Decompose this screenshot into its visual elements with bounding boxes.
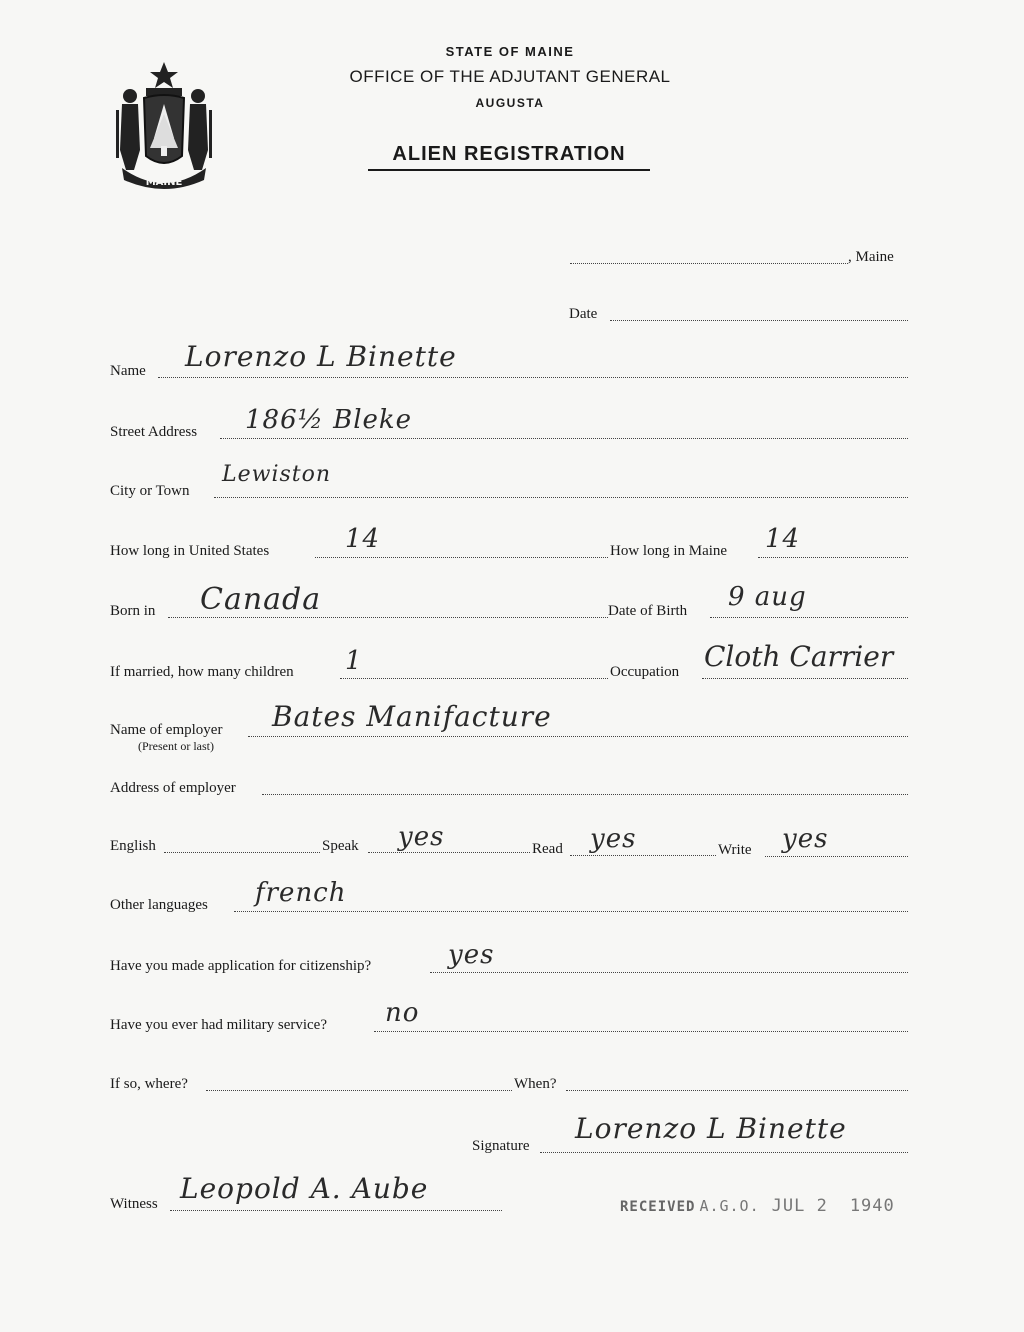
occupation-value: Cloth Carrier — [704, 640, 894, 673]
stamp-year: 1940 — [849, 1196, 895, 1216]
dob-label: Date of Birth — [608, 603, 688, 619]
english-field[interactable] — [164, 852, 320, 853]
date-label: Date — [569, 306, 598, 322]
speak-label: Speak — [322, 838, 359, 854]
occupation-label: Occupation — [610, 664, 680, 680]
employer-sub: (Present or last) — [138, 739, 214, 753]
maine-suffix: , Maine — [848, 249, 894, 265]
born-label: Born in — [110, 603, 156, 619]
citizenship-field[interactable] — [430, 972, 908, 973]
us-value: 14 — [345, 524, 381, 554]
born-field[interactable] — [168, 617, 608, 618]
witness-field[interactable] — [170, 1210, 502, 1211]
english-label: English — [110, 838, 156, 854]
place-field[interactable] — [570, 263, 848, 264]
military-label: Have you ever had military service? — [110, 1017, 327, 1033]
svg-text:MAINE: MAINE — [145, 177, 183, 188]
other-languages-label: Other languages — [110, 897, 208, 913]
name-label: Name — [110, 363, 146, 379]
stamp-received: RECEIVED — [620, 1199, 696, 1215]
occupation-field[interactable] — [702, 678, 908, 679]
employer-field[interactable] — [248, 736, 908, 737]
stamp-date: JUL 2 — [771, 1196, 828, 1216]
employer-address-field[interactable] — [262, 794, 908, 795]
street-field[interactable] — [220, 438, 908, 439]
signature-value: Lorenzo L Binette — [575, 1112, 847, 1145]
name-field[interactable] — [158, 377, 908, 378]
children-field[interactable] — [340, 678, 608, 679]
other-languages-value: french — [255, 878, 347, 908]
read-field[interactable] — [570, 855, 716, 856]
street-value: 186½ Bleke — [245, 405, 413, 435]
date-field[interactable] — [610, 320, 908, 321]
write-field[interactable] — [765, 856, 908, 857]
header-state: STATE OF MAINE — [445, 44, 575, 59]
when-field[interactable] — [566, 1090, 908, 1091]
speak-field[interactable] — [368, 852, 530, 853]
witness-label: Witness — [110, 1196, 158, 1212]
citizenship-label: Have you made application for citizenship? — [110, 958, 372, 974]
witness-value: Leopold A. Aube — [180, 1172, 429, 1205]
read-value: yes — [590, 824, 637, 854]
maine-label: How long in Maine — [610, 543, 728, 559]
state-seal-icon — [108, 58, 220, 190]
signature-field[interactable] — [540, 1152, 908, 1153]
speak-value: yes — [398, 822, 445, 852]
city-value: Lewiston — [222, 462, 332, 487]
form-title: ALIEN REGISTRATION — [368, 143, 650, 171]
city-label: City or Town — [110, 483, 190, 499]
signature-label: Signature — [472, 1138, 530, 1154]
maine-value: 14 — [765, 524, 801, 554]
name-value: Lorenzo L Binette — [185, 340, 457, 373]
read-label: Read — [532, 841, 563, 857]
maine-field[interactable] — [758, 557, 908, 558]
us-field[interactable] — [315, 557, 608, 558]
children-value: 1 — [345, 646, 363, 676]
employer-value: Bates Manifacture — [272, 700, 552, 733]
street-label: Street Address — [110, 424, 198, 440]
when-label: When? — [514, 1076, 557, 1092]
us-label: How long in United States — [110, 543, 270, 559]
other-languages-field[interactable] — [234, 911, 908, 912]
where-field[interactable] — [206, 1090, 512, 1091]
city-field[interactable] — [214, 497, 908, 498]
header-office: OFFICE OF THE ADJUTANT GENERAL — [349, 67, 671, 86]
employer-label: Name of employer — [110, 722, 223, 738]
stamp-office: A.G.O. — [699, 1197, 760, 1215]
born-value: Canada — [200, 582, 322, 617]
employer-address-label: Address of employer — [110, 780, 236, 796]
header-city: AUGUSTA — [475, 96, 545, 110]
received-stamp — [620, 1196, 895, 1216]
dob-field[interactable] — [710, 617, 908, 618]
children-label: If married, how many children — [110, 664, 294, 680]
citizenship-value: yes — [448, 940, 495, 970]
military-value: no — [385, 998, 420, 1028]
write-value: yes — [782, 824, 829, 854]
dob-value: 9 aug — [728, 582, 807, 612]
where-label: If so, where? — [110, 1076, 188, 1092]
write-label: Write — [718, 842, 752, 858]
military-field[interactable] — [374, 1031, 908, 1032]
